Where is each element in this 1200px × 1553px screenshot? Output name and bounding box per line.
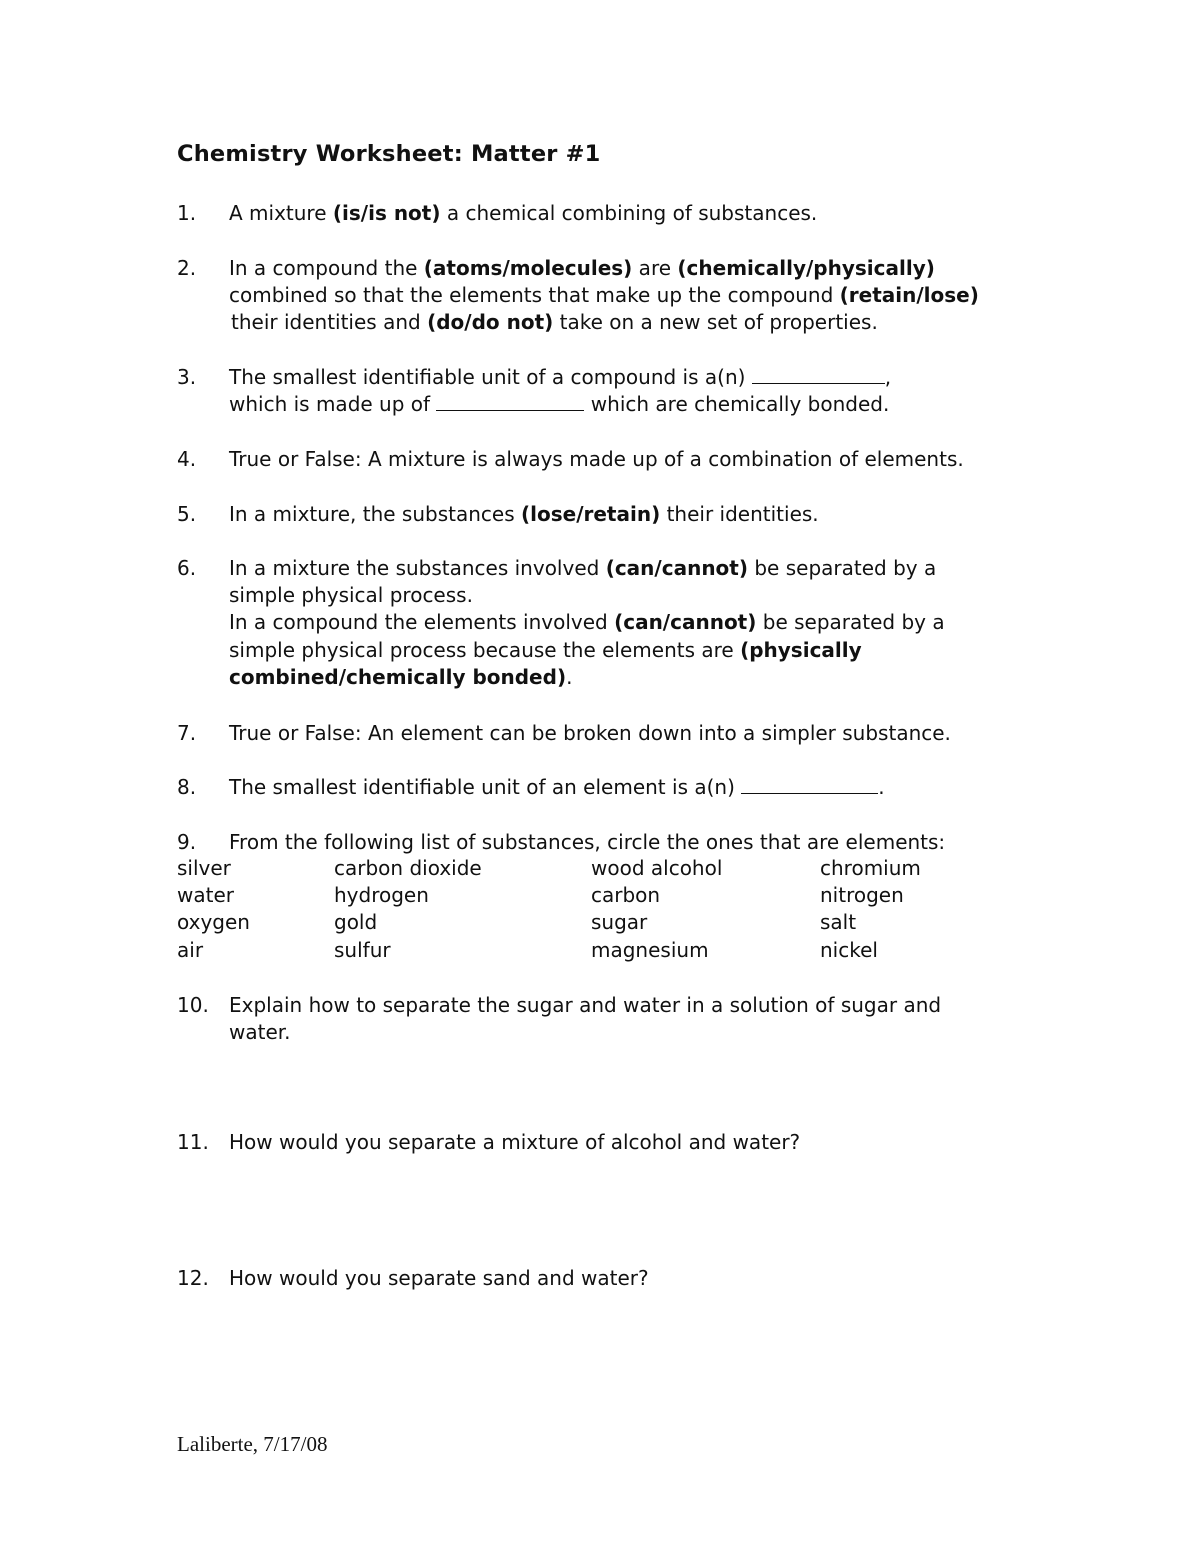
question-11: 11. How would you separate a mixture of alcohol and water? — [177, 1129, 1057, 1156]
question-number: 6. — [177, 556, 197, 580]
question-number: 1. — [177, 201, 197, 225]
choice-chemically-physically: (chemically/physically) — [677, 256, 935, 280]
question-number: 2. — [177, 256, 197, 280]
substance-item[interactable]: gold — [334, 910, 378, 935]
answer-blank[interactable] — [741, 775, 878, 794]
substance-item[interactable]: carbon dioxide — [334, 856, 482, 880]
answer-blank[interactable] — [752, 365, 885, 384]
question-number: 10. — [177, 993, 209, 1017]
question-number: 8. — [177, 775, 197, 799]
substance-item[interactable]: chromium — [820, 856, 921, 880]
substance-item[interactable]: nickel — [820, 937, 878, 962]
question-3: 3. The smallest identifiable unit of a compound is a(n) , which is made up of which are chemically bonded. — [177, 365, 892, 417]
substance-item[interactable]: wood alcohol — [591, 856, 723, 880]
question-4: 4. True or False: A mixture is always made up of a combination of elements. — [177, 446, 1057, 473]
answer-blank[interactable] — [436, 392, 584, 411]
question-number: 11. — [177, 1130, 209, 1154]
substance-item[interactable]: water — [177, 883, 234, 908]
question-10: 10. Explain how to separate the sugar and water in a solution of sugar and water. — [177, 993, 942, 1045]
question-number: 4. — [177, 447, 197, 471]
substance-item[interactable]: silver — [177, 856, 231, 880]
question-number: 12. — [177, 1266, 209, 1290]
question-number: 5. — [177, 502, 197, 526]
question-number: 7. — [177, 721, 197, 745]
choice-can-cannot: (can/cannot) — [614, 610, 757, 635]
choice-retain-lose: (retain/lose) — [839, 283, 979, 308]
substance-item[interactable]: oxygen — [177, 910, 250, 935]
question-1: 1. A mixture (is/is not) a chemical combining of substances. — [177, 200, 1057, 227]
substance-item[interactable]: nitrogen — [820, 883, 904, 908]
question-12: 12. How would you separate sand and water? — [177, 1265, 1057, 1292]
question-5: 5. In a mixture, the substances (lose/retain) their identities. — [177, 501, 1057, 528]
substance-item[interactable]: air — [177, 937, 204, 962]
choice-lose-retain: (lose/retain) — [520, 502, 661, 526]
question-9: 9. From the following list of substances, circle the ones that are elements: — [177, 829, 1057, 856]
question-2: 2. In a compound the (atoms/molecules) are (chemically/physically) combined so that the elements that make up the compound (retain/lose) their identities and (do/do not) take on a new set of properties. — [177, 256, 979, 335]
substance-item[interactable]: magnesium — [591, 937, 709, 962]
substance-item[interactable]: sulfur — [334, 937, 391, 962]
question-number: 3. — [177, 365, 197, 389]
question-6: 6. In a mixture the substances involved (can/cannot) be separated by a simple physical process. In a compound the elements involved (can/cannot) be separated by a simple physical process because the elements are (physically combined/chemically bonded). — [177, 556, 945, 689]
choice-physically-combined: (physically — [740, 637, 862, 662]
choice-chemically-bonded: combined/chemically bonded) — [229, 664, 567, 689]
choice-do-do-not: (do/do not) — [427, 310, 554, 335]
choice-is-is-not: (is/is not) — [332, 201, 441, 225]
choice-can-cannot: (can/cannot) — [605, 556, 748, 580]
substance-item[interactable]: carbon — [591, 883, 661, 908]
question-number: 9. — [177, 830, 197, 854]
substance-item[interactable]: hydrogen — [334, 883, 429, 908]
question-8: 8. The smallest identifiable unit of an element is a(n) . — [177, 774, 1057, 801]
choice-atoms-molecules: (atoms/molecules) — [423, 256, 633, 280]
substance-item[interactable]: salt — [820, 910, 857, 935]
question-7: 7. True or False: An element can be broken down into a simpler substance. — [177, 720, 1057, 747]
substance-item[interactable]: sugar — [591, 910, 648, 935]
footer-author-date: Laliberte, 7/17/08 — [177, 1432, 328, 1456]
worksheet-title: Chemistry Worksheet: Matter #1 — [177, 141, 601, 167]
